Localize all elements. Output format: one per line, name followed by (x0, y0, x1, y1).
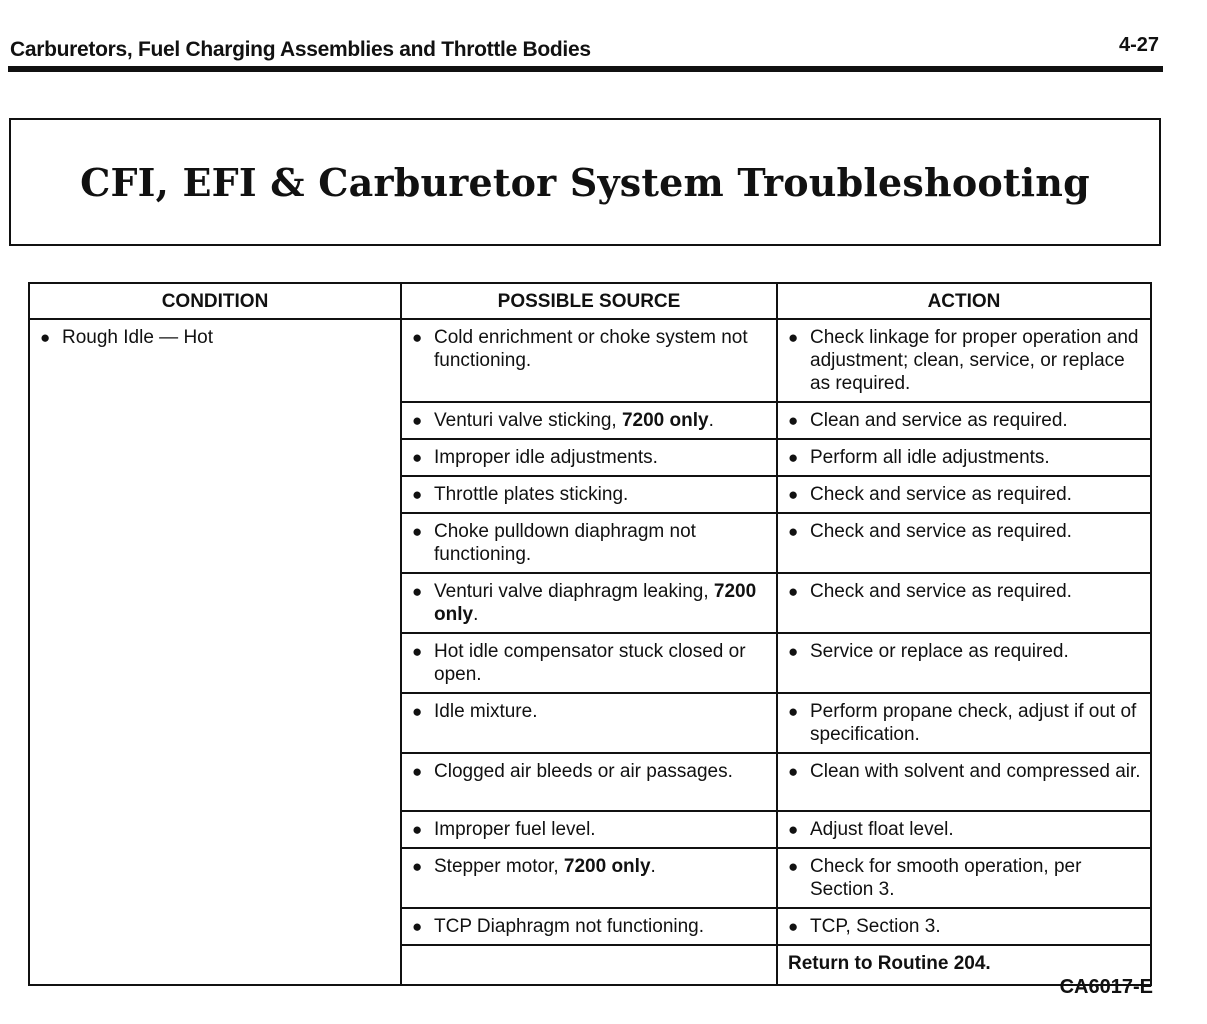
source-cell-item (412, 326, 768, 372)
bullet-icon: ● (412, 448, 423, 467)
bullet-icon: ● (412, 411, 423, 430)
action-cell (777, 476, 1151, 513)
bullet-icon: ● (788, 448, 799, 467)
source-text: Venturi valve diaphragm leaking, (434, 581, 714, 602)
action-text: Clean with solvent and compressed air. (810, 761, 1141, 782)
source-emphasis: 7200 only (621, 410, 709, 431)
action-cell-text (810, 409, 1142, 432)
action-text: Clean and service as required. (810, 410, 1068, 431)
bullet-icon: ● (412, 917, 423, 936)
source-cell-text (434, 818, 768, 841)
source-text: Cold enrichment or choke system not functioning. (434, 327, 748, 371)
action-text: Check and service as required. (810, 484, 1072, 505)
source-cell-item (412, 580, 768, 626)
column-header-action: ACTION (777, 283, 1151, 319)
document-title: CFI, EFI & Carburetor System Troubleshooting (80, 159, 1090, 205)
source-cell-text (434, 915, 768, 938)
column-header-condition: CONDITION (29, 283, 401, 319)
bullet-icon: ● (788, 857, 799, 876)
source-cell-empty (401, 945, 777, 985)
action-cell (777, 753, 1151, 811)
condition-item (40, 326, 392, 349)
source-cell-item (412, 446, 768, 469)
source-text: Improper idle adjustments. (434, 447, 658, 468)
source-suffix: . (708, 410, 714, 431)
source-cell-text (434, 520, 768, 566)
action-cell-text (810, 818, 1142, 841)
action-text: Check and service as required. (810, 521, 1072, 542)
bullet-icon: ● (788, 917, 799, 936)
bullet-icon: ● (412, 702, 423, 721)
source-cell-item (412, 409, 768, 432)
action-cell (777, 908, 1151, 945)
action-cell-item (788, 520, 1142, 543)
action-cell-text (810, 326, 1142, 395)
action-cell (777, 402, 1151, 439)
source-cell-text (434, 640, 768, 686)
title-box (9, 118, 1161, 246)
source-cell-text (434, 446, 768, 469)
action-cell-text (810, 580, 1142, 603)
action-cell-item (788, 700, 1142, 746)
action-cell-text (810, 483, 1142, 506)
bullet-icon: ● (412, 762, 423, 781)
source-cell-text (434, 700, 768, 723)
action-cell-text (810, 760, 1142, 783)
source-cell (401, 811, 777, 848)
bullet-icon: ● (412, 328, 423, 347)
action-text: Perform all idle adjustments. (810, 447, 1050, 468)
source-cell (401, 476, 777, 513)
condition-cell (29, 319, 401, 985)
action-cell (777, 513, 1151, 573)
action-text: Check and service as required. (810, 581, 1072, 602)
action-cell-item (788, 760, 1142, 783)
action-cell-item (788, 446, 1142, 469)
action-cell-item (788, 326, 1142, 395)
bullet-icon: ● (788, 702, 799, 721)
table-header-row (29, 283, 1151, 319)
source-text: Throttle plates sticking. (434, 484, 629, 505)
condition-text: Rough Idle — Hot (62, 327, 214, 348)
source-cell-item (412, 483, 768, 506)
source-cell (401, 319, 777, 402)
action-cell-text (810, 446, 1142, 469)
action-cell-item (788, 580, 1142, 603)
page-header-title: Carburetors, Fuel Charging Assemblies and Throttle Bodies (10, 38, 591, 61)
action-cell (777, 693, 1151, 753)
bullet-icon: ● (788, 522, 799, 541)
source-cell-text (434, 580, 768, 626)
bullet-icon: ● (412, 642, 423, 661)
bullet-icon: ● (788, 485, 799, 504)
source-text: Venturi valve sticking, (434, 410, 622, 431)
action-text: Adjust float level. (810, 819, 954, 840)
header-rule (8, 66, 1163, 72)
bullet-icon: ● (788, 762, 799, 781)
source-cell-item (412, 640, 768, 686)
source-text: Idle mixture. (434, 701, 538, 722)
source-cell (401, 439, 777, 476)
source-cell-item (412, 520, 768, 566)
source-cell-text (434, 855, 768, 878)
source-emphasis: 7200 only (563, 856, 651, 877)
action-cell-item (788, 409, 1142, 432)
source-cell (401, 848, 777, 908)
source-cell-text (434, 326, 768, 372)
source-emphasis: 7200 only (434, 581, 757, 625)
action-cell-text (810, 640, 1142, 663)
source-cell (401, 402, 777, 439)
source-cell (401, 513, 777, 573)
bullet-icon: ● (788, 411, 799, 430)
action-cell (777, 848, 1151, 908)
bullet-icon: ● (412, 522, 423, 541)
action-text: Perform propane check, adjust if out of specification. (810, 701, 1137, 745)
source-text: Choke pulldown diaphragm not functioning. (434, 521, 696, 565)
action-cell (777, 633, 1151, 693)
bullet-icon: ● (40, 328, 51, 347)
bullet-icon: ● (788, 820, 799, 839)
action-text: Service or replace as required. (810, 641, 1069, 662)
source-cell (401, 573, 777, 633)
source-cell-item (412, 700, 768, 723)
action-cell (777, 439, 1151, 476)
source-cell-item (412, 855, 768, 878)
bullet-icon: ● (412, 857, 423, 876)
bullet-icon: ● (788, 642, 799, 661)
source-suffix: . (650, 856, 656, 877)
table-body (29, 319, 1151, 985)
action-cell-item (788, 915, 1142, 938)
action-cell-text (810, 855, 1142, 901)
source-cell-text (434, 483, 768, 506)
figure-code: CA6017-E (1059, 976, 1153, 998)
table-row (29, 319, 1151, 402)
action-cell-text (810, 520, 1142, 543)
source-cell (401, 908, 777, 945)
source-cell (401, 753, 777, 811)
action-text: Check for smooth operation, per Section 3. (810, 856, 1082, 900)
source-cell-item (412, 818, 768, 841)
page-number: 4-27 (1118, 34, 1159, 56)
source-cell (401, 633, 777, 693)
source-cell-text (434, 409, 768, 432)
final-action-text: Return to Routine 204. (788, 953, 991, 974)
source-text: Clogged air bleeds or air passages. (434, 761, 733, 782)
source-suffix: . (473, 604, 479, 625)
action-cell-text (810, 915, 1142, 938)
action-cell-item (788, 640, 1142, 663)
source-text: Hot idle compensator stuck closed or open. (434, 641, 746, 685)
source-cell-item (412, 760, 768, 783)
bullet-icon: ● (412, 485, 423, 504)
action-cell (777, 319, 1151, 402)
source-cell-item (412, 915, 768, 938)
action-cell-text (810, 700, 1142, 746)
action-cell (777, 811, 1151, 848)
source-cell-text (434, 760, 768, 783)
bullet-icon: ● (412, 820, 423, 839)
action-text: TCP, Section 3. (810, 916, 941, 937)
column-header-possible-source: POSSIBLE SOURCE (401, 283, 777, 319)
action-cell (777, 573, 1151, 633)
source-cell (401, 693, 777, 753)
action-cell-item (788, 483, 1142, 506)
source-text: Stepper motor, (434, 856, 564, 877)
source-text: TCP Diaphragm not functioning. (434, 916, 705, 937)
source-text: Improper fuel level. (434, 819, 596, 840)
troubleshooting-table (28, 282, 1152, 986)
action-text: Check linkage for proper operation and adjustment; clean, service, or replace as required. (810, 327, 1139, 394)
bullet-icon: ● (788, 328, 799, 347)
bullet-icon: ● (412, 582, 423, 601)
action-cell-item (788, 855, 1142, 901)
action-cell-item (788, 818, 1142, 841)
bullet-icon: ● (788, 582, 799, 601)
